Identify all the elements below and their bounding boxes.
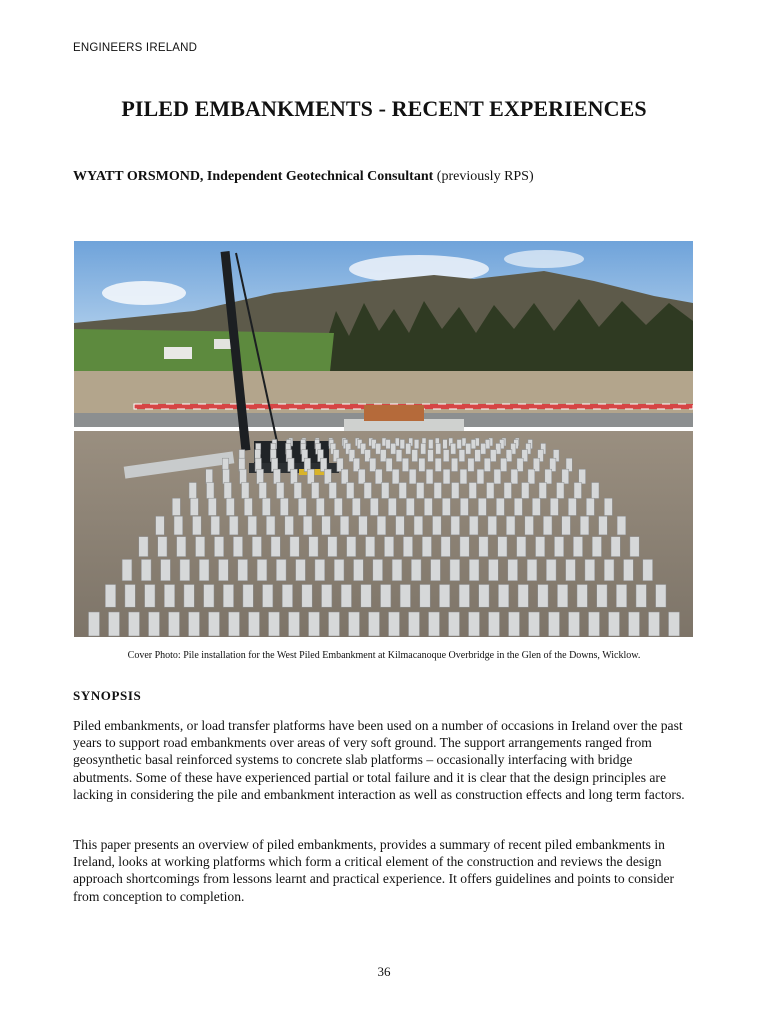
pile <box>459 585 469 608</box>
pile <box>414 516 423 535</box>
pile <box>242 483 250 499</box>
pile <box>189 612 200 636</box>
pile <box>429 440 434 449</box>
pile <box>354 559 364 580</box>
pile <box>196 537 205 557</box>
pile <box>494 469 501 484</box>
pile <box>328 537 337 557</box>
pile <box>238 559 248 580</box>
pile <box>403 537 412 557</box>
house <box>164 347 192 359</box>
pile <box>149 612 160 636</box>
pile <box>443 440 448 449</box>
page-number: 36 <box>377 964 391 979</box>
pile <box>424 498 432 515</box>
pile <box>375 469 382 484</box>
pile <box>566 559 576 580</box>
pile <box>309 612 320 636</box>
pile <box>604 559 614 580</box>
pile <box>358 469 365 484</box>
pile <box>199 559 209 580</box>
pile <box>592 537 601 557</box>
pile <box>439 585 449 608</box>
synopsis-paragraph-1: Piled embankments, or load transfer platforms have been used on a number of occasions in Ireland over the past years to support road embankments over areas of very soft ground. The support arrangements ranged from geosynthetic basal reinforced systems to concrete slab platforms – occasionally interfacing with bridge abutments. Some of these have experienced partial or total failure and it is clear that the design principles are lacking in considering the pile and embankment interaction as well as construction effects and long term factors. <box>73 718 685 802</box>
pile <box>409 612 420 636</box>
pile <box>169 612 180 636</box>
pile <box>477 469 484 484</box>
pile <box>475 450 481 462</box>
pile <box>417 483 425 499</box>
pile <box>557 585 567 608</box>
pile <box>402 458 408 471</box>
pile <box>532 498 540 515</box>
pile <box>312 483 320 499</box>
pile <box>276 559 286 580</box>
pile <box>434 483 442 499</box>
pile <box>229 612 240 636</box>
pile <box>504 483 512 499</box>
pile <box>649 612 660 636</box>
pile <box>466 443 471 454</box>
pile <box>248 516 257 535</box>
pile <box>562 469 569 484</box>
pile <box>172 498 180 515</box>
pile <box>359 516 368 535</box>
pile <box>347 483 355 499</box>
pile <box>436 443 441 454</box>
author-name: WYATT ORSMOND, Independent Geotechnical Consultant <box>73 169 434 184</box>
pile <box>386 458 392 471</box>
pile <box>487 483 495 499</box>
pile <box>574 483 582 499</box>
pile <box>139 537 148 557</box>
pile <box>294 483 302 499</box>
pile <box>419 458 425 471</box>
pile <box>392 469 399 484</box>
pile <box>450 559 460 580</box>
pile <box>174 516 183 535</box>
pile <box>316 498 324 515</box>
pile <box>233 537 242 557</box>
pile <box>460 537 469 557</box>
pile <box>451 458 457 471</box>
pile <box>490 450 496 462</box>
pile <box>457 440 462 449</box>
pile <box>577 585 587 608</box>
pile <box>449 612 460 636</box>
pile <box>289 612 300 636</box>
pile <box>528 469 535 484</box>
pile <box>243 585 253 608</box>
pile <box>329 483 337 499</box>
pile <box>669 612 680 636</box>
pile <box>611 537 620 557</box>
pile <box>536 537 545 557</box>
pile <box>302 585 312 608</box>
pile <box>569 612 580 636</box>
pile <box>451 443 456 454</box>
pile <box>252 537 261 557</box>
pile <box>431 559 441 580</box>
pile <box>290 537 299 557</box>
pile <box>322 585 332 608</box>
pile <box>141 559 151 580</box>
pile <box>609 612 620 636</box>
pile <box>392 559 402 580</box>
pile <box>340 516 349 535</box>
pile <box>269 612 280 636</box>
pile <box>298 498 306 515</box>
pile <box>509 612 520 636</box>
pile <box>303 516 312 535</box>
pile <box>240 469 247 484</box>
pile <box>498 537 507 557</box>
pile <box>341 585 351 608</box>
pile <box>370 458 376 471</box>
pile <box>257 559 267 580</box>
pile <box>630 537 639 557</box>
pile <box>514 498 522 515</box>
pile <box>193 516 202 535</box>
pile <box>498 585 508 608</box>
pile <box>282 585 292 608</box>
pile <box>435 458 441 471</box>
pile <box>145 585 155 608</box>
pile <box>420 585 430 608</box>
pile <box>366 537 375 557</box>
pile <box>616 585 626 608</box>
pile <box>478 498 486 515</box>
pile <box>161 559 171 580</box>
pile <box>406 498 414 515</box>
pile <box>411 559 421 580</box>
pile <box>347 537 356 557</box>
pile <box>442 498 450 515</box>
pile <box>489 559 499 580</box>
pile <box>624 559 634 580</box>
pile <box>517 537 526 557</box>
pile <box>291 469 298 484</box>
pile <box>599 516 608 535</box>
pile <box>259 483 267 499</box>
pile <box>433 516 442 535</box>
cloud <box>504 250 584 268</box>
rebar <box>364 405 424 421</box>
pile <box>429 612 440 636</box>
pile <box>592 483 600 499</box>
pile <box>324 469 331 484</box>
pile <box>443 450 449 462</box>
pile <box>376 443 381 454</box>
pile <box>412 450 418 462</box>
figure-caption: Cover Photo: Pile installation for the West Piled Embankment at Kilmacanoque Overbridge in the Glen of the Downs, Wicklow. <box>127 650 641 661</box>
pile <box>388 498 396 515</box>
pile <box>105 585 115 608</box>
pile <box>386 440 391 449</box>
pile <box>579 469 586 484</box>
pile <box>177 537 186 557</box>
pile <box>180 559 190 580</box>
pile <box>585 559 595 580</box>
pile <box>158 537 167 557</box>
pile <box>334 559 344 580</box>
pile <box>421 443 426 454</box>
pile <box>597 585 607 608</box>
pile <box>573 537 582 557</box>
pile <box>219 559 229 580</box>
pile <box>469 612 480 636</box>
pile <box>207 483 215 499</box>
pile <box>280 498 288 515</box>
pile <box>208 498 216 515</box>
pile <box>496 498 504 515</box>
pile <box>471 440 476 449</box>
pile <box>562 516 571 535</box>
pile <box>224 483 232 499</box>
cloud <box>102 281 186 305</box>
pile <box>557 483 565 499</box>
pile <box>373 559 383 580</box>
pile <box>604 498 612 515</box>
pile <box>428 450 434 462</box>
pile <box>441 537 450 557</box>
pile <box>204 585 214 608</box>
pile <box>364 483 372 499</box>
pile <box>189 483 197 499</box>
pile <box>190 498 198 515</box>
pile <box>484 458 490 471</box>
pile <box>479 537 488 557</box>
pile <box>538 585 548 608</box>
pile <box>501 458 507 471</box>
pile <box>285 516 294 535</box>
cover-photo <box>74 241 693 637</box>
pile <box>550 498 558 515</box>
pile <box>296 559 306 580</box>
pile <box>266 516 275 535</box>
pile <box>322 516 331 535</box>
pile <box>522 483 530 499</box>
pile <box>274 469 281 484</box>
pile <box>309 537 318 557</box>
pile <box>184 585 194 608</box>
pile <box>129 612 140 636</box>
pile <box>396 516 405 535</box>
pile <box>529 612 540 636</box>
pile <box>460 498 468 515</box>
pile <box>549 612 560 636</box>
pile <box>377 516 386 535</box>
author-line <box>73 169 534 185</box>
pile <box>349 612 360 636</box>
pile <box>223 469 230 484</box>
pile <box>263 585 273 608</box>
pile <box>518 585 528 608</box>
pile <box>209 612 220 636</box>
running-header: ENGINEERS IRELAND <box>73 42 198 54</box>
pile <box>277 483 285 499</box>
pile <box>249 612 260 636</box>
author-note: (previously RPS) <box>433 169 534 184</box>
pile <box>539 483 547 499</box>
page-title: PILED EMBANKMENTS - RECENT EXPERIENCES <box>121 96 647 121</box>
pile <box>380 450 386 462</box>
pile <box>382 483 390 499</box>
pile <box>164 585 174 608</box>
pile <box>391 443 396 454</box>
pile <box>399 483 407 499</box>
pile <box>226 498 234 515</box>
pile <box>459 450 465 462</box>
pile <box>546 559 556 580</box>
pile <box>469 516 478 535</box>
pile <box>381 585 391 608</box>
pile <box>508 559 518 580</box>
pile <box>406 443 411 454</box>
pile <box>586 498 594 515</box>
pile <box>617 516 626 535</box>
pile <box>369 612 380 636</box>
pile <box>370 498 378 515</box>
pile <box>426 469 433 484</box>
pile <box>479 585 489 608</box>
pile <box>341 469 348 484</box>
synopsis-heading: SYNOPSIS <box>73 688 142 703</box>
pile <box>125 585 135 608</box>
pile <box>636 585 646 608</box>
pile <box>506 516 515 535</box>
pile <box>400 440 405 449</box>
pile <box>271 537 280 557</box>
pile <box>229 516 238 535</box>
pile <box>334 498 342 515</box>
pile <box>489 612 500 636</box>
pile <box>361 585 371 608</box>
pile <box>511 469 518 484</box>
pile <box>156 516 165 535</box>
pile <box>223 585 233 608</box>
pile <box>452 483 460 499</box>
pile <box>488 516 497 535</box>
synopsis-paragraph-2: This paper presents an overview of piled embankments, provides a summary of recent piled embankments in Ireland, looks at working platforms which form a critical element of the construction and reviews the design approach shortcomings from lessons learnt and practical experience. It offers guidelines and points to consider from conception to completion. <box>73 837 675 904</box>
pile <box>409 469 416 484</box>
pile <box>382 438 386 446</box>
pile <box>206 469 213 484</box>
pile <box>443 469 450 484</box>
pile <box>109 612 120 636</box>
pile <box>214 537 223 557</box>
pile <box>315 559 325 580</box>
pile <box>629 612 640 636</box>
pile <box>262 498 270 515</box>
pile <box>384 537 393 557</box>
pile <box>468 458 474 471</box>
pile <box>122 559 132 580</box>
pile <box>525 516 534 535</box>
pile <box>543 516 552 535</box>
pile <box>307 469 314 484</box>
pile <box>352 498 360 515</box>
pile <box>469 483 477 499</box>
pile <box>568 498 576 515</box>
pile <box>389 612 400 636</box>
pile <box>451 516 460 535</box>
pile <box>527 559 537 580</box>
pile <box>414 440 419 449</box>
pile <box>396 450 402 462</box>
pile <box>589 612 600 636</box>
pile <box>481 443 486 454</box>
pile <box>545 469 552 484</box>
pile <box>643 559 653 580</box>
pile <box>460 469 467 484</box>
pile <box>211 516 220 535</box>
pile <box>554 537 563 557</box>
pile <box>329 612 340 636</box>
pile <box>89 612 100 636</box>
pile <box>257 469 264 484</box>
pile <box>422 537 431 557</box>
pile <box>656 585 666 608</box>
pile <box>244 498 252 515</box>
pile <box>580 516 589 535</box>
pile <box>469 559 479 580</box>
pile <box>400 585 410 608</box>
